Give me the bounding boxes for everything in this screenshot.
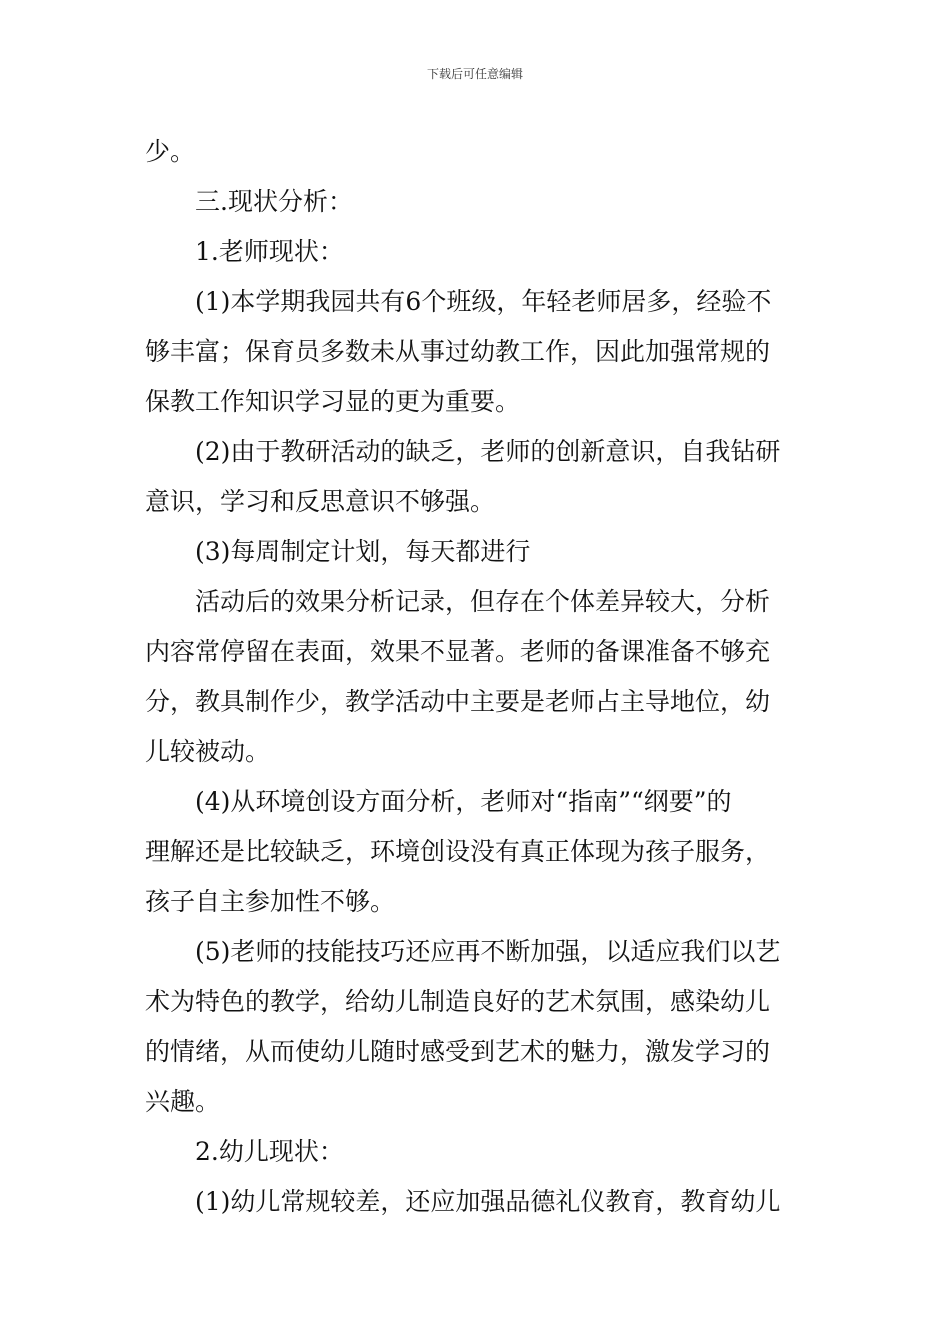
text-line: 分，教具制作少，教学活动中主要是老师占主导地位，幼 (145, 687, 771, 716)
text-line: (3)每周制定计划，每天都进行 (195, 537, 531, 566)
text-line: 兴趣。 (145, 1087, 221, 1116)
text-line: 的情绪，从而使幼儿随时感受到艺术的魅力，激发学习的 (145, 1037, 771, 1066)
text-line: (4)从环境创设方面分析，老师对“指南”“纲要”的 (195, 787, 732, 816)
text-line: (1)本学期我园共有6个班级，年轻老师居多，经验不 (195, 287, 772, 316)
text-line: 保教工作知识学习显的更为重要。 (145, 387, 521, 416)
text-line: 1.老师现状： (195, 237, 344, 266)
text-line: (5)老师的技能技巧还应再不断加强，以适应我们以艺 (195, 937, 781, 966)
text-line: 术为特色的教学，给幼儿制造良好的艺术氛围，感染幼儿 (145, 987, 771, 1016)
text-line: 意识，学习和反思意识不够强。 (145, 487, 496, 516)
text-line: 少。 (145, 137, 196, 166)
text-line: (2)由于教研活动的缺乏，老师的创新意识，自我钻研 (195, 437, 781, 466)
text-line: (1)幼儿常规较差，还应加强品德礼仪教育，教育幼儿 (195, 1187, 781, 1216)
text-line: 三.现状分析： (195, 187, 353, 216)
text-line: 理解还是比较缺乏，环境创设没有真正体现为孩子服务， (145, 837, 771, 866)
text-line: 活动后的效果分析记录，但存在个体差异较大，分析 (195, 587, 771, 616)
text-line: 够丰富；保育员多数未从事过幼教工作，因此加强常规的 (145, 337, 771, 366)
document-body (145, 127, 810, 1227)
page-header: 下载后可任意编辑 (426, 67, 523, 81)
text-line: 孩子自主参加性不够。 (145, 887, 396, 916)
text-line: 2.幼儿现状： (195, 1137, 344, 1166)
text-line: 儿较被动。 (145, 737, 271, 766)
text-line: 内容常停留在表面，效果不显著。老师的备课准备不够充 (145, 637, 771, 666)
